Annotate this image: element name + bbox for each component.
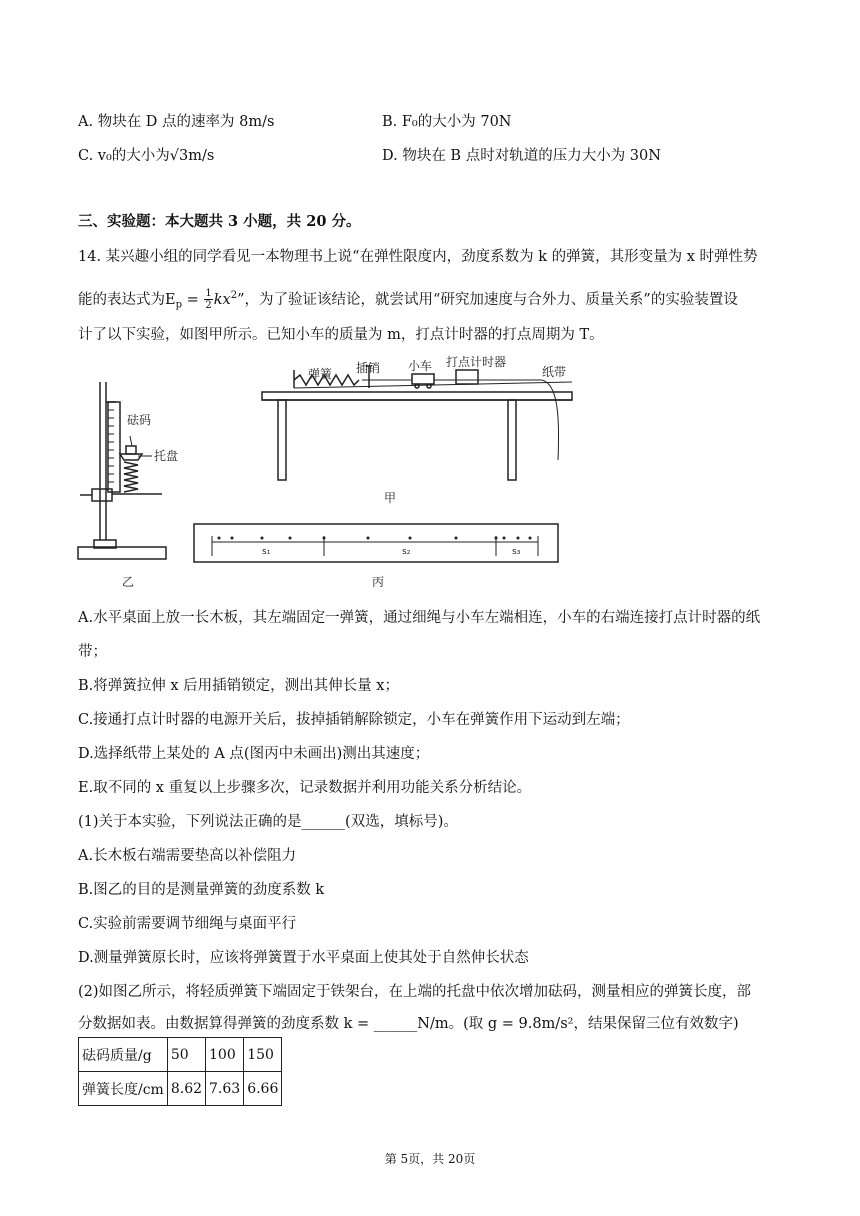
table-row bbox=[79, 1072, 282, 1106]
table-cell: 50 bbox=[167, 1038, 205, 1072]
stand-base bbox=[78, 547, 166, 559]
tape-strip bbox=[194, 524, 558, 562]
stem-text-b: = bbox=[182, 291, 204, 308]
option-d: D. 物块在 B 点时对轨道的压力大小为 30N bbox=[382, 148, 661, 164]
label-timer: 打点计时器 bbox=[446, 355, 507, 369]
table-cell: 6.66 bbox=[244, 1072, 282, 1106]
label-tray: 托盘 bbox=[154, 449, 179, 463]
label-s2: s₂ bbox=[402, 547, 411, 557]
sub1-option-d: D.测量弹簧原长时，应该将弹簧置于水平桌面上使其处于自然伸长状态 bbox=[78, 950, 529, 966]
step-a: A.水平桌面上放一长木板，其左端固定一弹簧，通过细绳与小车左端相连，小车的右端连接打点计时器的纸 bbox=[78, 610, 761, 626]
weight bbox=[126, 446, 136, 454]
page-footer: 第 5页，共 20页 bbox=[384, 1152, 476, 1166]
sub2-line1: (2)如图乙所示，将轻质弹簧下端固定于铁架台，在上端的托盘中依次增加砝码，测量相应的弹簧长度，部 bbox=[78, 984, 752, 1000]
table-header-length: 弹簧长度/cm bbox=[79, 1072, 168, 1106]
stem-text-d: ”，为了验证该结论，就尝试用“研究加速度与合外力、质量关系”的实验装置设 bbox=[237, 291, 738, 308]
fraction bbox=[204, 288, 212, 311]
label-jia: 甲 bbox=[384, 491, 397, 505]
fraction-num: 1 bbox=[205, 288, 212, 300]
fraction-den: 2 bbox=[205, 300, 212, 312]
table-leg-left bbox=[278, 400, 286, 480]
label-pin: 插销 bbox=[356, 361, 381, 375]
ruler bbox=[108, 402, 120, 492]
step-c: C.接通打点计时器的电源开关后，拔掉插销解除锁定，小车在弹簧作用下运动到左端； bbox=[78, 712, 630, 728]
label-s1: s₁ bbox=[262, 547, 271, 557]
option-a: A. 物块在 D 点的速率为 8m/s bbox=[78, 114, 275, 130]
data-table bbox=[78, 1037, 282, 1106]
timer bbox=[456, 370, 478, 384]
sub1-option-a: A.长木板右端需要垫高以补偿阻力 bbox=[78, 848, 297, 864]
label-cart: 小车 bbox=[408, 359, 433, 373]
table-row bbox=[79, 1038, 282, 1072]
table-header-mass: 砝码质量/g bbox=[79, 1038, 168, 1072]
step-b: B.将弹簧拉伸 x 后用插销锁定，测出其伸长量 x； bbox=[78, 678, 399, 694]
table-cell: 8.62 bbox=[167, 1072, 205, 1106]
stand-clamp bbox=[92, 489, 112, 501]
table-cell: 7.63 bbox=[206, 1072, 244, 1106]
q14-stem-line1: 14. 某兴趣小组的同学看见一本物理书上说“在弹性限度内，劲度系数为 k 的弹簧，其形变量为 x 时弹性势 bbox=[78, 249, 758, 265]
table-cell: 150 bbox=[244, 1038, 282, 1072]
label-s3: s₃ bbox=[512, 547, 521, 557]
stem-text-c: kx bbox=[213, 291, 231, 308]
sub1-option-c: C.实验前需要调节细绳与桌面平行 bbox=[78, 916, 297, 932]
step-a-cont: 带； bbox=[78, 644, 107, 660]
section-title: 三、实验题：本大题共 3 小题，共 20 分。 bbox=[78, 213, 361, 230]
experiment-figure bbox=[72, 352, 592, 592]
label-bing: 丙 bbox=[372, 575, 385, 589]
stem-text-a: 能的表达式为E bbox=[78, 291, 176, 308]
tray bbox=[120, 454, 142, 460]
step-d: D.选择纸带上某处的 A 点(图丙中未画出)测出其速度； bbox=[78, 746, 430, 762]
option-c: C. v₀的大小为√3m/s bbox=[78, 148, 215, 164]
long-board bbox=[262, 392, 572, 400]
sub1-option-b: B.图乙的目的是测量弹簧的劲度系数 k bbox=[78, 882, 325, 898]
label-weight: 砝码 bbox=[127, 413, 152, 427]
stem-sub-p: p bbox=[175, 299, 182, 311]
sub1-stem: (1)关于本实验，下列说法正确的是______(双选，填标号)。 bbox=[78, 814, 458, 830]
table-leg-right bbox=[508, 400, 516, 480]
step-e: E.取不同的 x 重复以上步骤多次，记录数据并利用功能关系分析结论。 bbox=[78, 780, 532, 796]
label-spring: 弹簧 bbox=[308, 367, 333, 381]
cart bbox=[412, 374, 434, 384]
label-tape: 纸带 bbox=[542, 365, 567, 379]
q14-stem-line2 bbox=[78, 286, 738, 316]
vertical-spring bbox=[124, 462, 138, 492]
table-cell: 100 bbox=[206, 1038, 244, 1072]
option-b: B. F₀的大小为 70N bbox=[382, 114, 512, 130]
label-yi: 乙 bbox=[122, 575, 135, 589]
q14-stem-line3: 计了以下实验，如图甲所示。已知小车的质量为 m，打点计时器的打点周期为 T。 bbox=[78, 327, 604, 343]
stem-sup-2: 2 bbox=[230, 290, 238, 301]
sub2-line2: 分数据如表。由数据算得弹簧的劲度系数 k = ______N/m。(取 g = 9.8m/s²，结果保留三位有效数字) bbox=[78, 1016, 739, 1032]
